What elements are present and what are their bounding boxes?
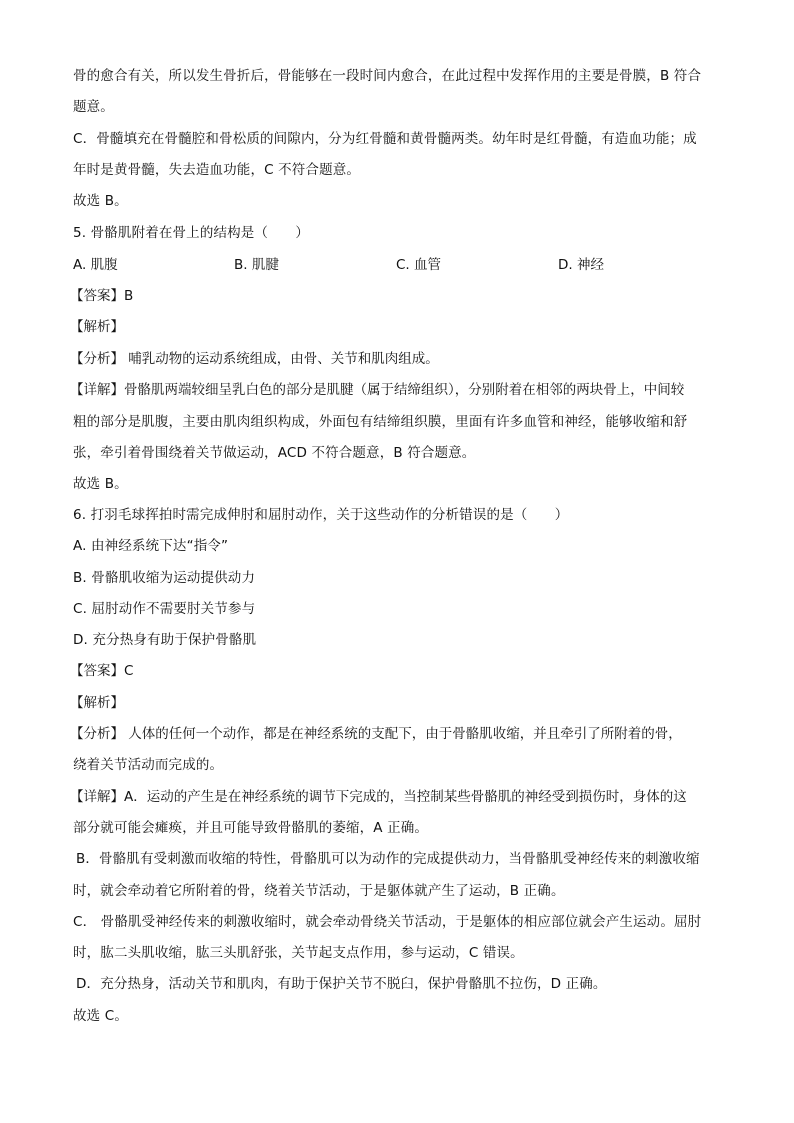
text-line: C．骨髓填充在骨髓腔和骨松质的间隙内，分为红骨髓和黄骨髓两类。幼年时是红骨髓，有造血功能；成 — [73, 131, 697, 147]
q5-xiangjie-line: 【详解】骨骼肌两端较细呈乳白色的部分是肌腱（属于结缔组织），分别附着在相邻的两块骨上，中间较 — [70, 382, 685, 398]
q6-option-c: C. 屈肘动作不需要肘关节参与 — [73, 601, 256, 617]
q5-conclusion: 故选 B。 — [73, 476, 128, 492]
q6-answer: 【答案】C — [70, 663, 134, 679]
q6-fenxi-line: 绕着关节活动而完成的。 — [73, 757, 224, 773]
text-line: 骨的愈合有关，所以发生骨折后，骨能够在一段时间内愈合，在此过程中发挥作用的主要是骨膜，B 符合 — [73, 68, 702, 84]
q6-fenxi-line: 【分析】 人体的任何一个动作，都是在神经系统的支配下，由于骨骼肌收缩，并且牵引了所附着的骨， — [70, 726, 682, 742]
q6-xiangjie-a: 部分就可能会瘫痪，并且可能导致骨骼肌的萎缩，A 正确。 — [73, 820, 429, 836]
q6-xiangjie-b: 时，就会牵动着它所附着的骨，绕着关节活动，于是躯体就产生了运动，B 正确。 — [73, 883, 565, 899]
q6-xiangjie-b: B．骨骼肌有受刺激而收缩的特性，骨骼肌可以为动作的完成提供动力，当骨骼肌受神经传来的刺激收缩 — [76, 851, 700, 867]
q5-option-b: B. 肌腱 — [234, 257, 279, 273]
text-line: 年时是黄骨髓，失去造血功能，C 不符合题意。 — [73, 162, 361, 178]
q6-xiangjie-d: D．充分热身，活动关节和肌肉，有助于保护关节不脱臼，保护骨骼肌不拉伤，D 正确。 — [76, 976, 607, 992]
q5-xiangjie-line: 张，牵引着骨围绕着关节做运动，ACD 不符合题意，B 符合题意。 — [73, 445, 476, 461]
question-5-stem: 5. 骨骼肌附着在骨上的结构是（ ） — [73, 225, 310, 241]
conclusion-text: 故选 B。 — [73, 193, 128, 209]
q6-analysis-title: 【解析】 — [70, 695, 124, 711]
q5-answer: 【答案】B — [70, 288, 134, 304]
q5-option-a: A. 肌腹 — [73, 257, 118, 273]
q5-fenxi: 【分析】 哺乳动物的运动系统组成，由骨、关节和肌肉组成。 — [70, 351, 439, 367]
question-6-stem: 6. 打羽毛球挥拍时需完成伸肘和屈肘动作，关于这些动作的分析错误的是（ ） — [73, 507, 569, 523]
q6-xiangjie-c: 时，肱二头肌收缩，肱三头肌舒张，关节起支点作用，参与运动，C 错误。 — [73, 945, 524, 961]
q6-option-d: D. 充分热身有助于保护骨骼肌 — [73, 632, 257, 648]
text-line: 题意。 — [73, 99, 114, 115]
q5-option-c: C. 血管 — [396, 257, 442, 273]
q6-xiangjie-a: 【详解】A．运动的产生是在神经系统的调节下完成的，当控制某些骨骼肌的神经受到损伤时，身体的这 — [70, 789, 687, 805]
q6-option-a: A. 由神经系统下达“指令” — [73, 538, 229, 554]
q6-conclusion: 故选 C。 — [73, 1008, 128, 1024]
q5-option-d: D. 神经 — [558, 257, 604, 273]
q5-xiangjie-line: 粗的部分是肌腹，主要由肌肉组织构成，外面包有结缔组织膜，里面有许多血管和神经，能够收缩和舒 — [73, 414, 688, 430]
q6-xiangjie-c: C． 骨骼肌受神经传来的刺激收缩时，就会牵动骨绕关节活动，于是躯体的相应部位就会产生运动。屈肘 — [73, 914, 702, 930]
q5-analysis-title: 【解析】 — [70, 319, 124, 335]
q6-option-b: B. 骨骼肌收缩为运动提供动力 — [73, 570, 256, 586]
